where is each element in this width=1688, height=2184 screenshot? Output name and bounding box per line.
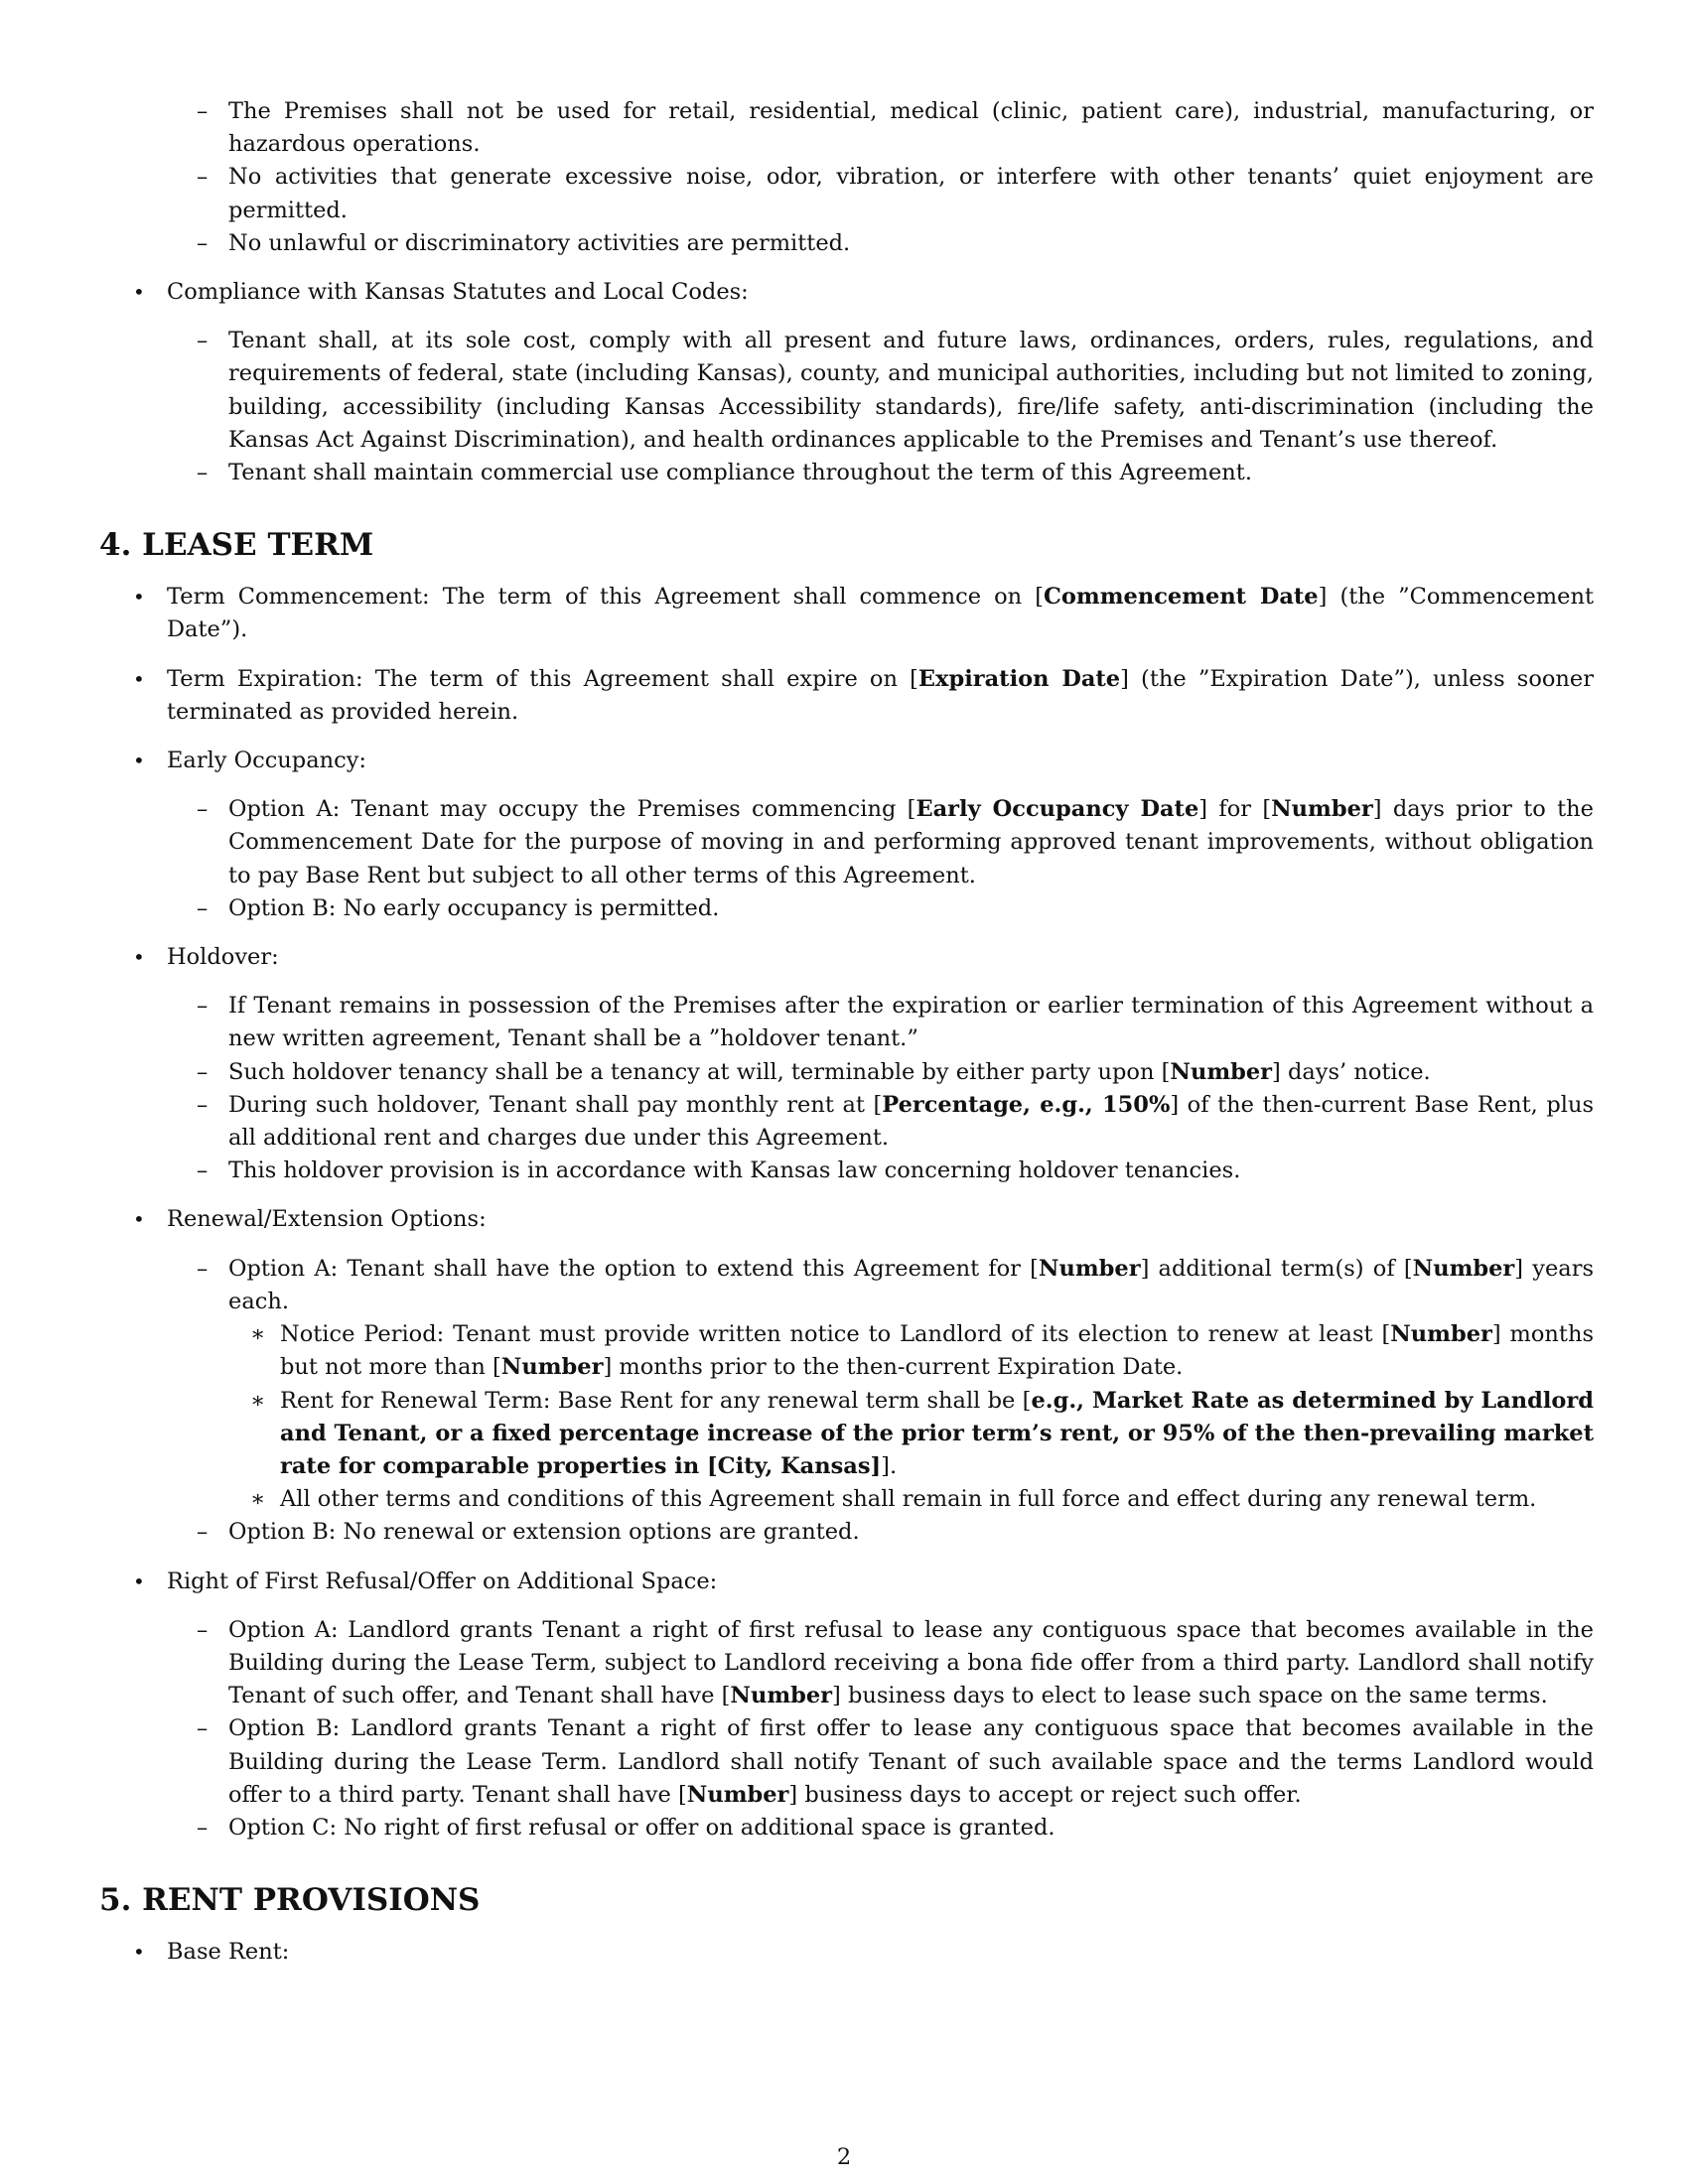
bullet-marker: • xyxy=(133,945,145,970)
page-number: 2 xyxy=(836,2144,852,2170)
bullet-marker: • xyxy=(133,1207,145,1232)
dash-marker: – xyxy=(197,1814,209,1841)
term-expiration-bullet: • Term Expiration: The term of this Agreement shall expire on [Expiration Date] (the ”Expiration Date”), unless sooner terminated as provided herein. xyxy=(99,663,1594,729)
holdover-item: – This holdover provision is in accordance with Kansas law concerning holdover tenancies. xyxy=(99,1155,1594,1187)
document-page xyxy=(99,95,1594,1984)
base-rent-bullet: • Base Rent: xyxy=(99,1936,1594,1969)
dash-marker: – xyxy=(197,328,209,354)
bullet-marker: • xyxy=(133,666,145,691)
dash-marker: – xyxy=(197,1255,209,1282)
compliance-item: – Tenant shall maintain commercial use compliance throughout the term of this Agreement. xyxy=(99,457,1594,489)
star-marker: ∗ xyxy=(250,1321,266,1348)
renewal-other-terms: ∗ All other terms and conditions of this Agreement shall remain in full force and effect during any renewal term. xyxy=(99,1483,1594,1516)
renewal-notice-period: ∗ Notice Period: Tenant must provide written notice to Landlord of its election to renew at least [Number] months but not more than [Number] months prior to the then-current Expiration Date. xyxy=(99,1318,1594,1384)
compliance-item: – Tenant shall, at its sole cost, comply with all present and future laws, ordinances, orders, rules, regulations, and requirements of federal, state (including Kansas), county, and municipal authorities, including but not limited to zoning, building, accessibility (including Kansas Accessibility standards), fire/life safety, anti-discrimination (including the Kansas Act Against Discrimination), and health ordinances applicable to the Premises and Tenant’s use thereof. xyxy=(99,325,1594,457)
star-marker: ∗ xyxy=(250,1486,266,1513)
renewal-option-a: – Option A: Tenant shall have the option to extend this Agreement for [Number] additional term(s) of [Number] years each. xyxy=(99,1253,1594,1318)
dash-marker: – xyxy=(197,1158,209,1184)
use-restriction-item: – No unlawful or discriminatory activities are permitted. xyxy=(99,227,1594,260)
bullet-marker: • xyxy=(133,280,145,305)
dash-marker: – xyxy=(197,229,209,256)
bullet-marker: • xyxy=(133,1569,145,1593)
holdover-item: – If Tenant remains in possession of the Premises after the expiration or earlier termination of this Agreement without a new written agreement, Tenant shall be a ”holdover tenant.” xyxy=(99,990,1594,1055)
rofr-option-c: – Option C: No right of first refusal or offer on additional space is granted. xyxy=(99,1812,1594,1844)
early-occupancy-bullet: • Early Occupancy: xyxy=(99,745,1594,777)
dash-marker: – xyxy=(197,993,209,1020)
section-4-heading: 4. LEASE TERM xyxy=(99,527,374,564)
dash-marker: – xyxy=(197,1091,209,1118)
rofr-option-b: – Option B: Landlord grants Tenant a right of first offer to lease any contiguous space that becomes available in the Building during the Lease Term. Landlord shall notify Tenant of such available space and the terms Landlord would offer to a third party. Tenant shall have [Number] business days to accept or reject such offer. xyxy=(99,1712,1594,1812)
use-restriction-item: – No activities that generate excessive noise, odor, vibration, or interfere with other tenants’ quiet enjoyment are permitted. xyxy=(99,161,1594,226)
dash-marker: – xyxy=(197,894,209,921)
bullet-marker: • xyxy=(133,749,145,773)
commencement-date-placeholder: Commencement Date xyxy=(1043,584,1319,611)
star-marker: ∗ xyxy=(250,1387,266,1414)
rofr-bullet: • Right of First Refusal/Offer on Additional Space: xyxy=(99,1566,1594,1598)
expiration-date-placeholder: Expiration Date xyxy=(917,665,1121,692)
section-5-heading: 5. RENT PROVISIONS xyxy=(99,1882,481,1919)
rofr-option-a: – Option A: Landlord grants Tenant a right of first refusal to lease any contiguous space that becomes available in the Building during the Lease Term, subject to Landlord receiving a bona fide offer from a third party. Landlord shall notify Tenant of such offer, and Tenant shall have [Number] business days to elect to lease such space on the same terms. xyxy=(99,1614,1594,1713)
holdover-item: – During such holdover, Tenant shall pay monthly rent at [Percentage, e.g., 150%] of the then-current Base Rent, plus all additional rent and charges due under this Agreement. xyxy=(99,1089,1594,1155)
renewal-bullet: • Renewal/Extension Options: xyxy=(99,1203,1594,1236)
dash-marker: – xyxy=(197,1058,209,1085)
renewal-rent-term: ∗ Rent for Renewal Term: Base Rent for any renewal term shall be [e.g., Market Rate as determined by Landlord and Tenant, or a fixed percentage increase of the prior term’s rent, or 95% of the then-prevailing market rate for comparable properties in [City, Kansas]]. xyxy=(99,1385,1594,1484)
dash-marker: – xyxy=(197,1715,209,1742)
bullet-marker: • xyxy=(133,1940,145,1965)
dash-marker: – xyxy=(197,1519,209,1546)
holdover-item: – Such holdover tenancy shall be a tenancy at will, terminable by either party upon [Number] days’ notice. xyxy=(99,1056,1594,1089)
bullet-marker: • xyxy=(133,585,145,610)
dash-marker: – xyxy=(197,460,209,486)
dash-marker: – xyxy=(197,98,209,124)
dash-marker: – xyxy=(197,164,209,191)
term-commencement-bullet: • Term Commencement: The term of this Agreement shall commence on [Commencement Date] (the ”Commencement Date”). xyxy=(99,581,1594,646)
early-occupancy-option-a: – Option A: Tenant may occupy the Premises commencing [Early Occupancy Date] for [Number] days prior to the Commencement Date for the purpose of moving in and performing approved tenant improvements, without obligation to pay Base Rent but subject to all other terms of this Agreement. xyxy=(99,793,1594,892)
early-occupancy-option-b: – Option B: No early occupancy is permitted. xyxy=(99,892,1594,925)
renewal-option-b: – Option B: No renewal or extension options are granted. xyxy=(99,1516,1594,1549)
dash-marker: – xyxy=(197,1616,209,1643)
use-restriction-item: – The Premises shall not be used for retail, residential, medical (clinic, patient care), industrial, manufacturing, or hazardous operations. xyxy=(99,95,1594,161)
compliance-bullet xyxy=(99,276,1594,309)
dash-marker: – xyxy=(197,796,209,823)
holdover-bullet: • Holdover: xyxy=(99,941,1594,974)
compliance-label: Compliance with Kansas Statutes and Local Codes: xyxy=(167,279,749,306)
